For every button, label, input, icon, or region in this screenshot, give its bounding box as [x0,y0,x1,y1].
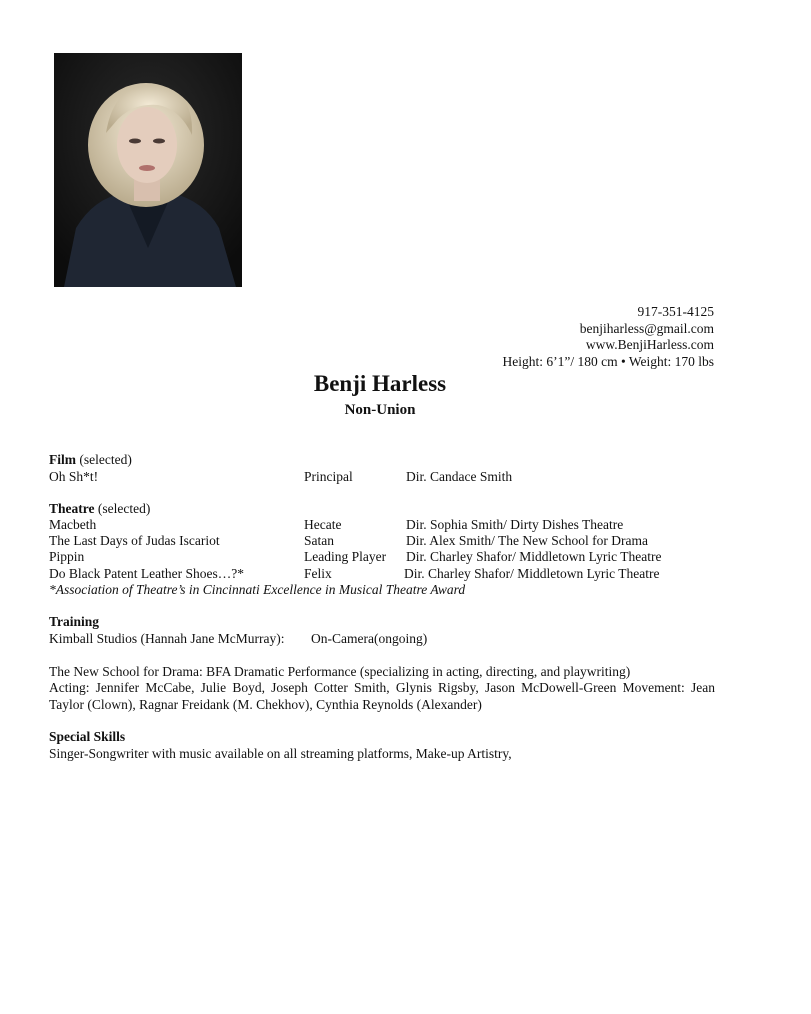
theatre-title: Macbeth [49,517,97,532]
theatre-director: Dir. Charley Shafor/ Middletown Lyric Theatre [406,549,662,564]
union-status: Non-Union [344,402,416,418]
theatre-role: Hecate [304,517,342,532]
film-role: Principal [304,469,353,484]
kimball-training [49,631,284,647]
phone-number: 917-351-4125 [637,304,714,319]
film-heading-qualifier: (selected) [79,452,132,467]
headshot-photo [54,53,242,287]
theatre-director: Dir. Alex Smith/ The New School for Drama [406,533,648,548]
theatre-director: Dir. Charley Shafor/ Middletown Lyric Theatre [404,566,660,581]
skills-text: Singer-Songwriter with music available on all streaming platforms, Make-up Artistry, [49,746,512,761]
kimball-detail: On-Camera(ongoing) [311,631,428,646]
theatre-title: Pippin [49,549,85,564]
theatre-director: Dir. Sophia Smith/ Dirty Dishes Theatre [406,517,624,532]
theatre-heading [49,501,150,517]
theatre-title: Do Black Patent Leather Shoes…?* [49,566,244,581]
film-director: Dir. Candace Smith [406,469,513,484]
award-note: *Association of Theatre’s in Cincinnati Excellence in Musical Theatre Award [49,582,466,597]
film-heading-label: Film [49,452,76,467]
actor-name: Benji Harless [313,371,447,396]
training-heading: Training [49,614,100,629]
website-url: www.BenjiHarless.com [585,337,714,352]
teachers-list: Acting: Jennifer McCabe, Julie Boyd, Joseph Cotter Smith, Glynis Rigsby, Jason McDowell-Green Movement: Jean Taylor (Clown), Ragnar Freidank (M. Chekhov), Cynthia Reynolds (Alexander) [49,680,715,712]
theatre-title: The Last Days of Judas Iscariot [49,533,220,548]
theatre-role: Satan [304,533,334,548]
contact-block [503,304,715,370]
theatre-heading-label: Theatre [49,501,95,516]
film-heading [49,452,132,468]
headshot-illustration [54,53,242,287]
kimball-studio: Kimball Studios (Hannah Jane McMurray): [49,631,285,646]
theatre-role: Leading Player [304,549,387,564]
film-title: Oh Sh*t! [49,469,99,484]
skills-heading: Special Skills [49,729,126,744]
email-address: benjiharless@gmail.com [579,320,714,336]
theatre-heading-qualifier: (selected) [97,501,151,516]
school-training: The New School for Drama: BFA Dramatic Performance (specializing in acting, directing, and playwriting) [49,664,631,679]
theatre-role: Felix [304,566,332,581]
physical-stats: Height: 6’1”/ 180 cm • Weight: 170 lbs [502,353,714,369]
